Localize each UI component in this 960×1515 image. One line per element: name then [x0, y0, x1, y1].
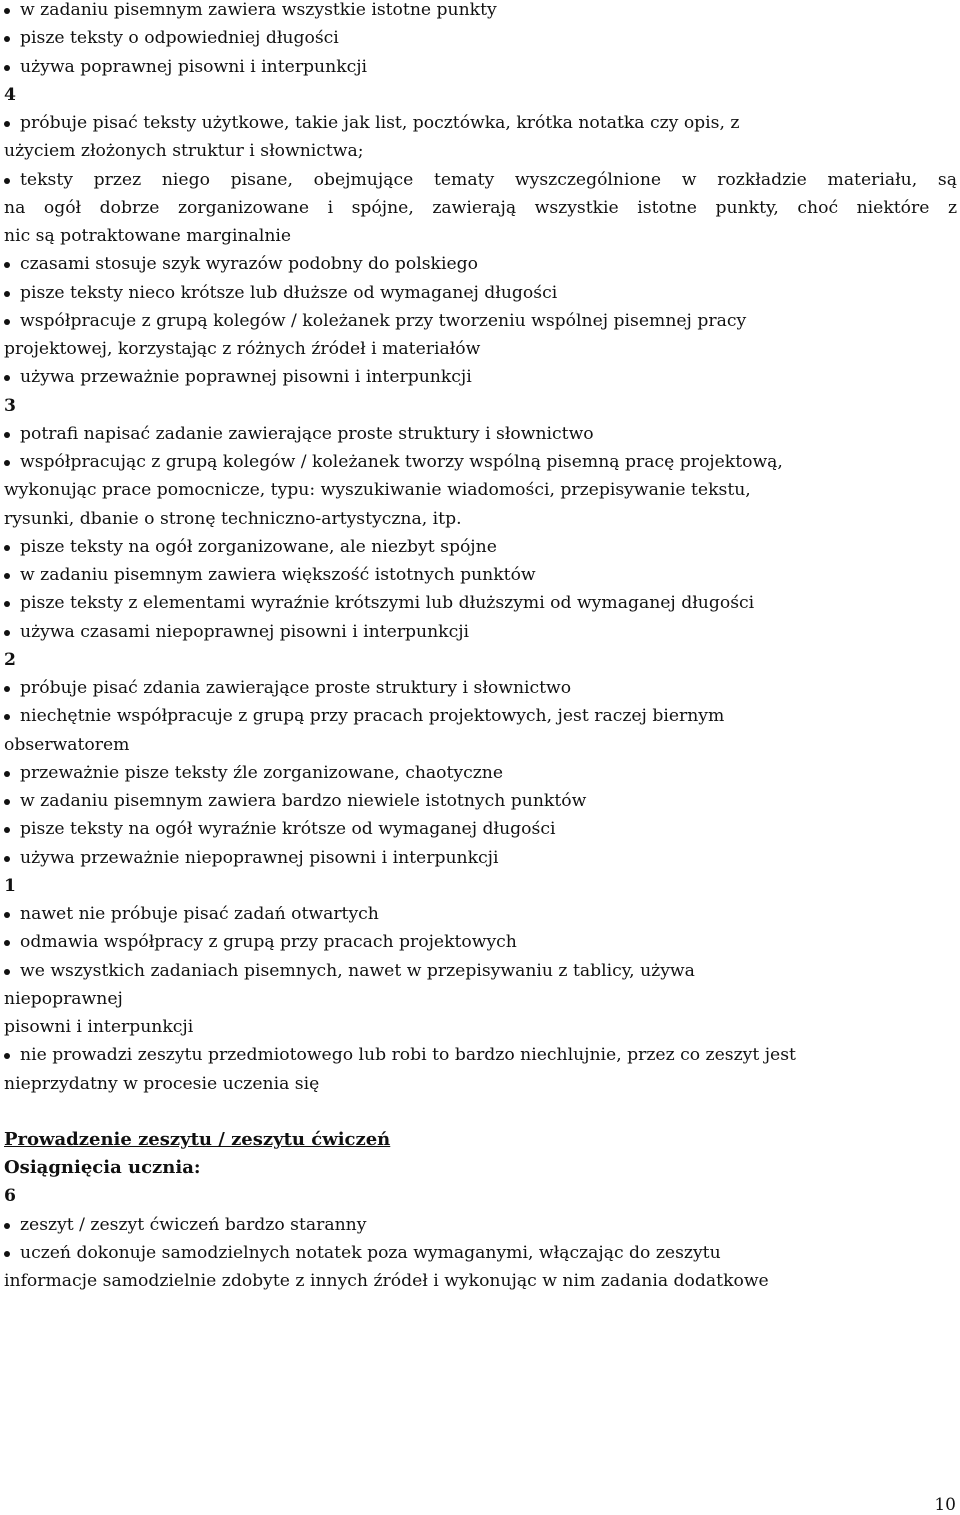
list-item-continuation: rysunki, dbanie o stronę techniczno-artystyczna, itp.	[4, 508, 462, 529]
grade-level-heading: 1	[4, 875, 16, 896]
list-item: w zadaniu pisemnym zawiera bardzo niewiele istotnych punktów	[4, 787, 957, 815]
grade-level-heading: 6	[4, 1186, 16, 1207]
list-item: używa przeważnie niepoprawnej pisowni i interpunkcji	[4, 844, 957, 872]
list-item: uczeń dokonuje samodzielnych notatek poza wymaganymi, włączając do zeszytu	[4, 1239, 957, 1267]
list-item: używa czasami niepoprawnej pisowni i interpunkcji	[4, 618, 957, 646]
list-item: współpracując z grupą kolegów / koleżanek tworzy wspólną pisemną pracę projektową,	[4, 448, 957, 476]
list-item-continuation: nic są potraktowane marginalnie	[4, 226, 292, 246]
list-item: zeszyt / zeszyt ćwiczeń bardzo staranny	[4, 1211, 957, 1239]
list-item: w zadaniu pisemnym zawiera wszystkie istotne punkty	[4, 0, 957, 24]
grade-level-heading: 3	[4, 395, 16, 416]
list-item: pisze teksty o odpowiedniej długości	[4, 24, 957, 52]
section-subtitle: Osiągnięcia ucznia:	[4, 1157, 201, 1178]
document-body	[4, 0, 957, 1295]
section-spacer	[4, 1098, 957, 1126]
list-item-continuation: nieprzydatny w procesie uczenia się	[4, 1073, 320, 1094]
section-title: Prowadzenie zeszytu / zeszytu ćwiczeń	[4, 1128, 391, 1150]
page-number: 10	[934, 1495, 956, 1515]
list-item-continuation: wykonując prace pomocnicze, typu: wyszukiwanie wiadomości, przepisywanie tekstu,	[4, 480, 751, 501]
list-item: pisze teksty nieco krótsze lub dłuższe od wymaganej długości	[4, 279, 957, 307]
list-item-continuation: obserwatorem	[4, 734, 130, 755]
list-item-continuation: informacje samodzielnie zdobyte z innych źródeł i wykonując w nim zadania dodatkowe	[4, 1271, 769, 1291]
list-item-continuation: niepoprawnej	[4, 988, 123, 1009]
list-item: współpracuje z grupą kolegów / koleżanek przy tworzeniu wspólnej pisemnej pracy	[4, 307, 957, 335]
list-item-continuation: projektowej, korzystając z różnych źródeł i materiałów	[4, 339, 481, 359]
grade-level-heading: 4	[4, 84, 16, 105]
list-item: w zadaniu pisemnym zawiera większość istotnych punktów	[4, 561, 957, 589]
list-item: pisze teksty z elementami wyraźnie krótszymi lub dłuższymi od wymaganej długości	[4, 589, 957, 617]
list-item: przeważnie pisze teksty źle zorganizowane, chaotyczne	[4, 759, 957, 787]
list-item: teksty przez niego pisane, obejmujące tematy wyszczególnione w rozkładzie materiału, są	[4, 166, 957, 194]
list-item: potrafi napisać zadanie zawierające proste struktury i słownictwo	[4, 420, 957, 448]
list-item: pisze teksty na ogół wyraźnie krótsze od wymaganej długości	[4, 815, 957, 843]
list-item-continuation: pisowni i interpunkcji	[4, 1017, 194, 1037]
list-item: nawet nie próbuje pisać zadań otwartych	[4, 900, 957, 928]
list-item: pisze teksty na ogół zorganizowane, ale niezbyt spójne	[4, 533, 957, 561]
grade-level-heading: 2	[4, 649, 16, 670]
list-item-continuation: na ogół dobrze zorganizowane i spójne, zawierają wszystkie istotne punkty, choć niektóre z	[4, 197, 957, 218]
list-item: niechętnie współpracuje z grupą przy pracach projektowych, jest raczej biernym	[4, 702, 957, 730]
list-item-continuation: użyciem złożonych struktur i słownictwa;	[4, 141, 364, 162]
list-item: odmawia współpracy z grupą przy pracach projektowych	[4, 928, 957, 956]
list-item: próbuje pisać zdania zawierające proste struktury i słownictwo	[4, 674, 957, 702]
list-item: próbuje pisać teksty użytkowe, takie jak list, pocztówka, krótka notatka czy opis, z	[4, 109, 957, 137]
list-item: używa przeważnie poprawnej pisowni i interpunkcji	[4, 363, 957, 391]
list-item: używa poprawnej pisowni i interpunkcji	[4, 53, 957, 81]
list-item: we wszystkich zadaniach pisemnych, nawet w przepisywaniu z tablicy, używa	[4, 957, 957, 985]
list-item: nie prowadzi zeszytu przedmiotowego lub robi to bardzo niechlujnie, przez co zeszyt jest	[4, 1041, 957, 1069]
list-item: czasami stosuje szyk wyrazów podobny do polskiego	[4, 250, 957, 278]
